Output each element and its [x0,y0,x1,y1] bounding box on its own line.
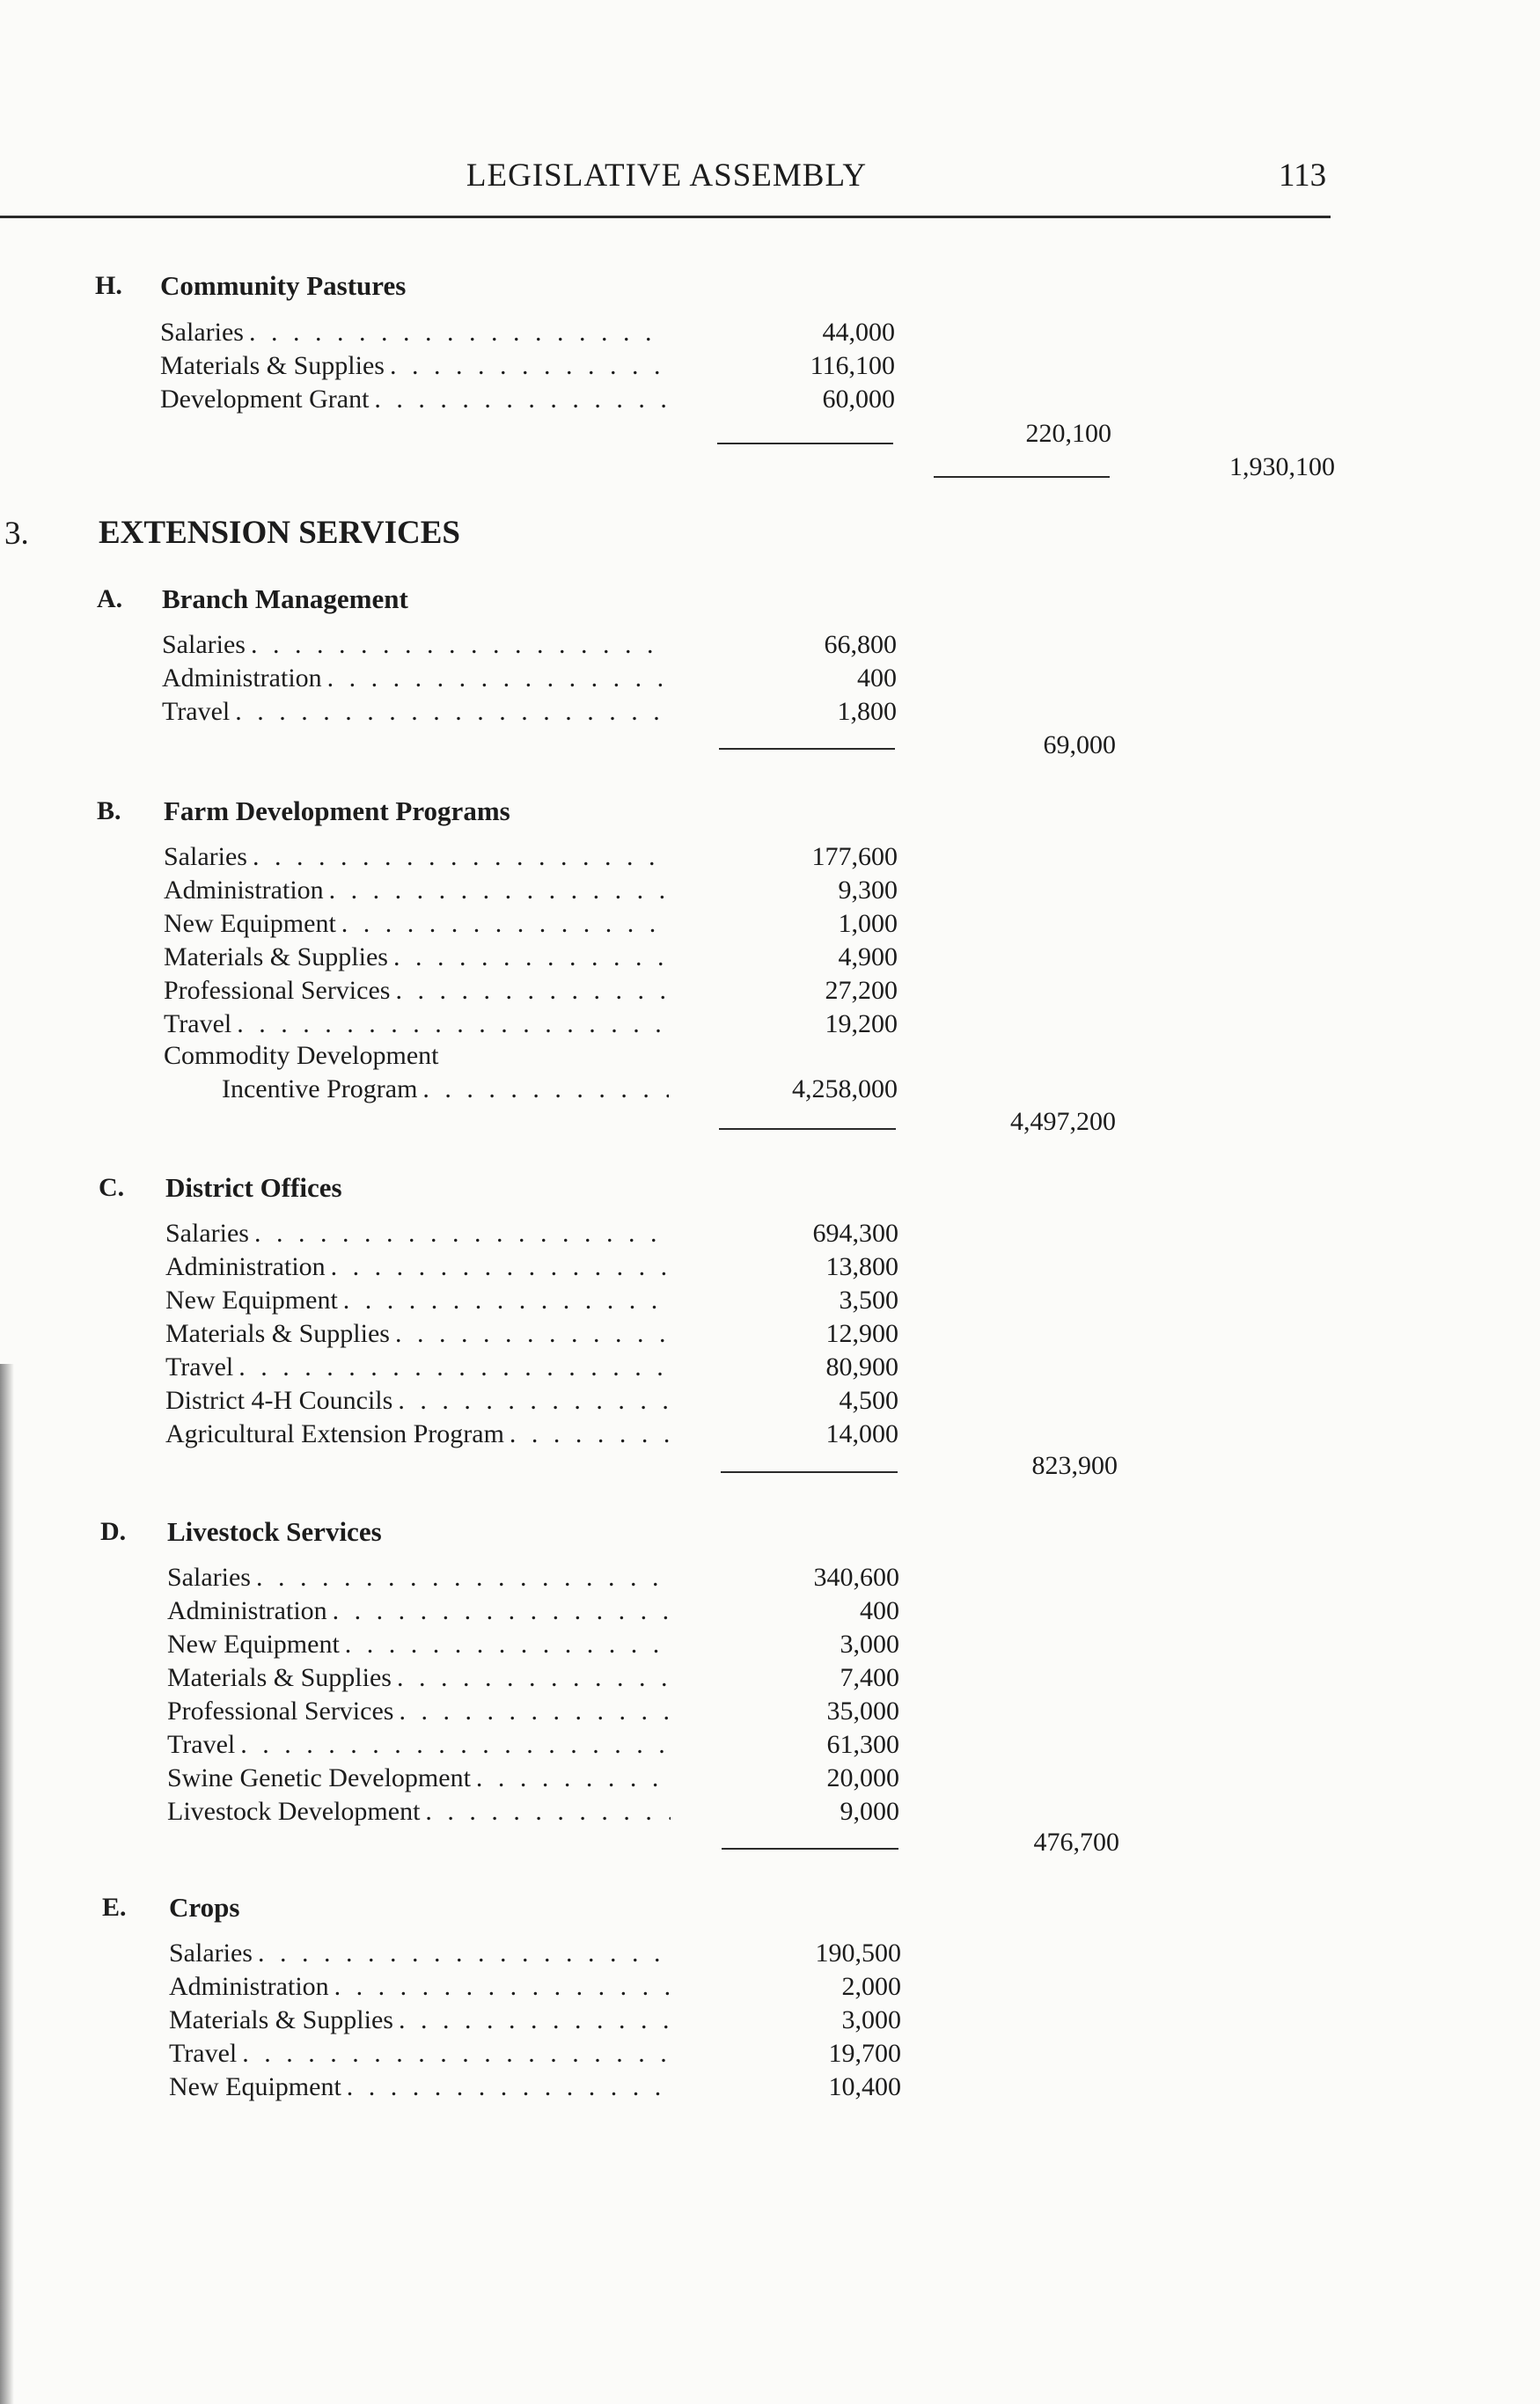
line-item-amount: 4,900 [838,942,898,971]
page-number: 113 [1279,158,1327,194]
line-item-label: Agricultural Extension Program [165,1419,504,1448]
line-item-label: Materials & Supplies [165,1319,390,1348]
line-item [167,1697,899,1730]
line-item-label: Materials & Supplies [169,2005,393,2034]
leader-dots [369,385,666,414]
leader-dots [392,1663,671,1693]
line-item-label: Salaries [165,1219,249,1248]
page-edge-shadow [0,1364,14,2404]
sum-rule [719,748,895,750]
leader-dots [230,697,668,727]
leader-dots [420,1797,671,1827]
leader-dots [327,1596,671,1626]
line-item-amount: 177,600 [811,842,898,871]
subsection-title: Farm Development Programs [164,795,510,826]
sum-rule [934,476,1110,478]
sum-rule [719,1128,896,1130]
line-item-label-line1: Commodity Development [164,1041,439,1070]
line-item-amount: 7,400 [840,1663,899,1692]
line-item-amount: 3,000 [841,2005,901,2034]
line-item-amount: 19,200 [825,1009,898,1038]
line-item-label: Travel [165,1352,234,1382]
line-item-label: Salaries [160,318,244,347]
line-item-amount: 44,000 [822,318,895,347]
line-item [164,976,898,1009]
leader-dots [338,1286,670,1316]
line-item-amount: 400 [860,1596,899,1625]
leader-dots [244,318,666,348]
line-item [169,2072,901,2106]
line-item [160,351,895,385]
subsection-title: Livestock Services [167,1516,382,1547]
line-item-label: Administration [164,876,324,905]
line-item [167,1663,899,1697]
line-item [164,1009,898,1043]
line-item [165,1219,898,1252]
line-item [165,1286,898,1319]
line-item-label: Travel [167,1730,236,1759]
line-item-label: Materials & Supplies [167,1663,392,1692]
leader-dots [233,1352,670,1382]
leader-dots [336,909,669,939]
line-item-label: Professional Services [164,976,391,1005]
line-item-label: Livestock Development [167,1797,421,1826]
line-item-amount: 9,000 [840,1797,899,1826]
subsection-total: 476,700 [1033,1828,1119,1857]
leader-dots [231,1009,669,1039]
subsection-total: 69,000 [1043,730,1116,759]
line-item [165,1352,898,1386]
line-item [165,1319,898,1352]
subsection-title: Community Pastures [160,270,407,301]
line-item-label: Materials & Supplies [164,942,388,971]
leader-dots [341,2072,672,2102]
line-item-label: New Equipment [164,909,336,938]
line-item [167,1630,899,1663]
line-item-label: Travel [164,1009,232,1038]
line-item-amount: 80,900 [825,1352,898,1382]
line-item [165,1386,898,1419]
subsection-letter: C. [99,1173,125,1202]
leader-dots [326,1252,670,1282]
sum-rule [721,1471,898,1473]
leader-dots [235,1730,671,1760]
leader-dots [390,976,669,1006]
line-item [167,1563,899,1596]
line-item-amount: 4,258,000 [792,1074,898,1103]
sum-rule [722,1848,898,1850]
line-item-amount: 340,600 [813,1563,899,1592]
leader-dots [249,1219,670,1249]
leader-dots [237,2039,672,2069]
line-item [167,1596,899,1630]
section-number: 3. [4,516,29,552]
line-item [160,385,895,418]
line-item-label: Development Grant [160,385,370,414]
line-item-amount: 3,500 [839,1286,898,1315]
leader-dots [324,876,669,905]
line-item [165,1419,898,1453]
line-item [165,1252,898,1286]
line-item [160,318,895,351]
line-item-amount: 14,000 [825,1419,898,1448]
subsection-letter: H. [95,271,122,300]
line-item [169,2005,901,2039]
line-item [167,1797,899,1830]
subsection-total: 220,100 [1025,419,1111,448]
line-item-label: Salaries [167,1563,251,1592]
subsection-total: 823,900 [1031,1451,1118,1480]
line-item-amount: 66,800 [824,630,897,659]
line-item-label: Travel [162,697,231,726]
line-item [164,842,898,876]
line-item [164,942,898,976]
page-header-title: LEGISLATIVE ASSEMBLY [466,158,868,194]
line-item-label: Materials & Supplies [160,351,385,380]
leader-dots [504,1419,670,1449]
line-item [162,630,897,663]
leader-dots [471,1763,671,1793]
line-item-label: Administration [165,1252,326,1281]
line-item-amount: 3,000 [840,1630,899,1659]
line-item-label: District 4-H Councils [165,1386,393,1415]
line-item-label: Administration [162,663,322,693]
leader-dots [340,1630,671,1660]
line-item-amount: 9,300 [838,876,898,905]
line-item-amount: 1,000 [838,909,898,938]
sum-rule [717,443,893,444]
line-item-amount: 12,900 [825,1319,898,1348]
subsection-letter: D. [100,1517,127,1546]
line-item-label: Swine Genetic Development [167,1763,471,1792]
line-item-label: Professional Services [167,1697,394,1726]
leader-dots [253,1939,672,1968]
leader-dots [329,1972,672,2002]
section-total: 1,930,100 [1229,452,1335,481]
leader-dots [385,351,666,381]
leader-dots [393,2005,672,2035]
line-item [162,697,897,730]
line-item-label: Administration [167,1596,327,1625]
subsection-total: 4,497,200 [1010,1107,1116,1136]
subsection-title: Crops [169,1892,240,1923]
line-item [169,2039,901,2072]
line-item [167,1763,899,1797]
line-item-label: New Equipment [165,1286,338,1315]
line-item-amount: 400 [857,663,897,693]
line-item [169,1972,901,2005]
line-item-amount: 116,100 [810,351,895,380]
line-item-amount: 60,000 [822,385,895,414]
subsection-letter: E. [102,1893,127,1922]
section-title: EXTENSION SERVICES [99,515,460,551]
subsection-title: Branch Management [162,583,408,614]
leader-dots [246,630,668,660]
leader-dots [393,1697,671,1726]
line-item-amount: 2,000 [841,1972,901,2001]
header-rule [0,216,1331,218]
line-item-amount: 13,800 [825,1252,898,1281]
line-item-amount: 4,500 [839,1386,898,1415]
line-item-amount: 27,200 [825,976,898,1005]
line-item-amount: 35,000 [826,1697,899,1726]
leader-dots [322,663,668,693]
subsection-title: District Offices [165,1172,342,1203]
line-item-label: Salaries [164,842,247,871]
line-item [167,1730,899,1763]
line-item-label: Salaries [169,1939,253,1968]
line-item-amount: 1,800 [837,697,897,726]
line-item-amount: 10,400 [828,2072,901,2101]
leader-dots [392,1386,670,1416]
leader-dots [388,942,669,972]
line-item [164,876,898,909]
line-item-amount: 19,700 [828,2039,901,2068]
line-item-amount: 61,300 [826,1730,899,1759]
line-item-label: Salaries [162,630,246,659]
line-item [169,1939,901,1972]
line-item [162,663,897,697]
leader-dots [417,1074,669,1104]
subsection-letter: B. [97,796,121,825]
line-item [164,909,898,942]
subsection-letter: A. [97,584,123,613]
line-item-amount: 20,000 [826,1763,899,1792]
line-item-label: Travel [169,2039,238,2068]
line-item-amount: 190,500 [815,1939,901,1968]
line-item-amount: 694,300 [812,1219,898,1248]
line-item-label: New Equipment [169,2072,341,2101]
leader-dots [251,1563,671,1593]
leader-dots [390,1319,670,1349]
line-item [222,1074,898,1108]
leader-dots [247,842,669,872]
line-item-label: Incentive Program [222,1074,418,1103]
line-item-label: New Equipment [167,1630,340,1659]
line-item-label: Administration [169,1972,329,2001]
